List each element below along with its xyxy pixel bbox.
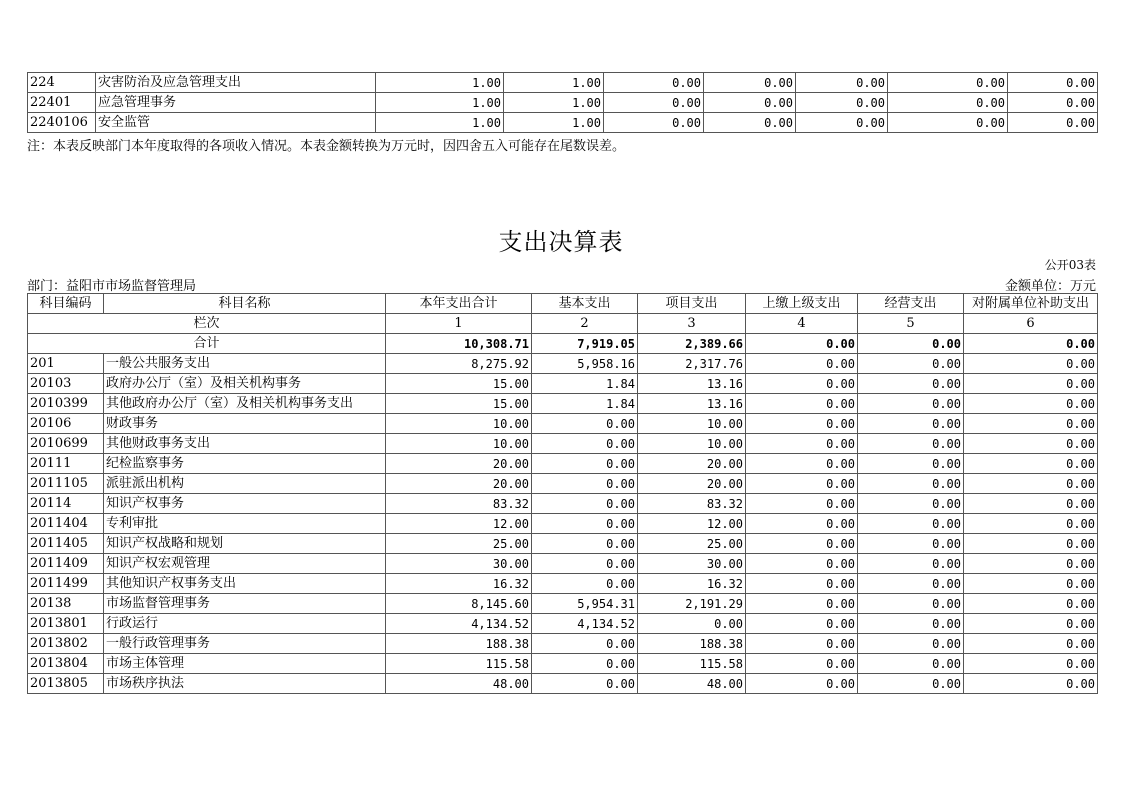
subject-name-cell: 市场秩序执法 [104, 674, 386, 694]
amount-cell: 0.00 [638, 614, 746, 634]
amount-cell: 0.00 [746, 534, 858, 554]
total-amount-cell: 7,919.05 [532, 334, 638, 354]
amount-cell: 0.00 [746, 394, 858, 414]
subject-code-cell: 22401 [28, 93, 96, 113]
amount-cell: 10.00 [638, 414, 746, 434]
index-row [28, 314, 1098, 334]
subject-code-cell: 20106 [28, 414, 104, 434]
amount-cell: 0.00 [964, 554, 1098, 574]
amount-cell: 0.00 [532, 434, 638, 454]
amount-cell: 12.00 [638, 514, 746, 534]
amount-cell: 1.00 [504, 93, 604, 113]
amount-cell: 0.00 [746, 494, 858, 514]
amount-cell: 15.00 [386, 374, 532, 394]
amount-cell: 20.00 [638, 454, 746, 474]
subject-code-cell: 2011404 [28, 514, 104, 534]
amount-cell: 5,958.16 [532, 354, 638, 374]
table-row [28, 674, 1098, 694]
amount-cell: 0.00 [532, 474, 638, 494]
amount-cell: 1.00 [376, 93, 504, 113]
amount-cell: 10.00 [638, 434, 746, 454]
amount-cell: 13.16 [638, 394, 746, 414]
income-table-continuation [27, 72, 1098, 133]
department-label: 部门：益阳市市场监督管理局 [27, 279, 197, 294]
amount-cell: 2,317.76 [638, 354, 746, 374]
amount-cell: 0.00 [746, 374, 858, 394]
table-row [28, 654, 1098, 674]
amount-cell: 0.00 [746, 414, 858, 434]
subject-code-cell: 2010399 [28, 394, 104, 414]
table-row [28, 454, 1098, 474]
amount-cell: 15.00 [386, 394, 532, 414]
subject-name-cell: 知识产权战略和规划 [104, 534, 386, 554]
subject-code-cell: 2013805 [28, 674, 104, 694]
table-row [28, 634, 1098, 654]
amount-cell: 25.00 [638, 534, 746, 554]
table-row [28, 414, 1098, 434]
amount-cell: 0.00 [746, 614, 858, 634]
amount-cell: 115.58 [386, 654, 532, 674]
amount-cell: 0.00 [964, 614, 1098, 634]
amount-cell: 5,954.31 [532, 594, 638, 614]
amount-cell: 0.00 [888, 113, 1008, 133]
subject-code-cell: 20138 [28, 594, 104, 614]
index-cell: 4 [746, 314, 858, 334]
amount-cell: 0.00 [746, 514, 858, 534]
amount-cell: 0.00 [858, 494, 964, 514]
subject-name-cell: 应急管理事务 [96, 93, 376, 113]
income-table-body [28, 73, 1098, 133]
amount-cell: 0.00 [532, 534, 638, 554]
amount-cell: 20.00 [638, 474, 746, 494]
amount-cell: 0.00 [796, 73, 888, 93]
amount-cell: 0.00 [858, 634, 964, 654]
amount-cell: 0.00 [532, 634, 638, 654]
table-note: 注：本表反映部门本年度取得的各项收入情况。本表金额转换为万元时，因四舍五入可能存在尾数误差。 [27, 139, 626, 154]
subject-name-cell: 纪检监察事务 [104, 454, 386, 474]
total-row [28, 334, 1098, 354]
subject-name-cell: 其他政府办公厅（室）及相关机构事务支出 [104, 394, 386, 414]
amount-cell: 0.00 [888, 93, 1008, 113]
amount-cell: 30.00 [386, 554, 532, 574]
amount-cell: 4,134.52 [532, 614, 638, 634]
amount-cell: 0.00 [858, 474, 964, 494]
amount-cell: 0.00 [746, 654, 858, 674]
amount-cell: 0.00 [532, 554, 638, 574]
table-row [28, 574, 1098, 594]
amount-cell: 115.58 [638, 654, 746, 674]
amount-cell: 0.00 [858, 534, 964, 554]
expenditure-table-body [28, 294, 1098, 694]
amount-cell: 0.00 [604, 113, 704, 133]
column-header: 基本支出 [532, 294, 638, 314]
amount-cell: 0.00 [964, 634, 1098, 654]
amount-cell: 1.00 [504, 113, 604, 133]
table-row [28, 534, 1098, 554]
subject-name-cell: 其他知识产权事务支出 [104, 574, 386, 594]
subject-name-cell: 市场监督管理事务 [104, 594, 386, 614]
amount-cell: 2,191.29 [638, 594, 746, 614]
amount-cell: 0.00 [532, 454, 638, 474]
column-header: 对附属单位补助支出 [964, 294, 1098, 314]
amount-cell: 0.00 [964, 654, 1098, 674]
total-amount-cell: 0.00 [964, 334, 1098, 354]
amount-cell: 0.00 [964, 674, 1098, 694]
table-row [28, 434, 1098, 454]
table-row [28, 474, 1098, 494]
amount-cell: 0.00 [532, 514, 638, 534]
subject-code-cell: 2013804 [28, 654, 104, 674]
amount-cell: 16.32 [386, 574, 532, 594]
index-cell: 5 [858, 314, 964, 334]
amount-unit-label: 金额单位：万元 [1004, 279, 1096, 294]
amount-cell: 0.00 [858, 414, 964, 434]
amount-cell: 0.00 [704, 113, 796, 133]
amount-cell: 0.00 [604, 73, 704, 93]
amount-cell: 48.00 [638, 674, 746, 694]
subject-name-cell: 知识产权事务 [104, 494, 386, 514]
amount-cell: 0.00 [604, 93, 704, 113]
total-amount-cell: 0.00 [746, 334, 858, 354]
amount-cell: 0.00 [858, 394, 964, 414]
subject-name-cell: 专利审批 [104, 514, 386, 534]
table-row [28, 113, 1098, 133]
amount-cell: 16.32 [638, 574, 746, 594]
column-header: 经营支出 [858, 294, 964, 314]
amount-cell: 1.00 [376, 73, 504, 93]
amount-cell: 0.00 [858, 574, 964, 594]
amount-cell: 0.00 [964, 414, 1098, 434]
form-number: 公开03表 [1044, 258, 1096, 272]
amount-cell: 0.00 [964, 434, 1098, 454]
amount-cell: 83.32 [638, 494, 746, 514]
subject-name-cell: 一般行政管理事务 [104, 634, 386, 654]
amount-cell: 0.00 [858, 614, 964, 634]
subject-code-cell: 20114 [28, 494, 104, 514]
table-row [28, 514, 1098, 534]
amount-cell: 0.00 [746, 594, 858, 614]
amount-cell: 0.00 [746, 674, 858, 694]
subject-name-cell: 其他财政事务支出 [104, 434, 386, 454]
amount-cell: 0.00 [888, 73, 1008, 93]
column-header: 科目名称 [104, 294, 386, 314]
amount-cell: 48.00 [386, 674, 532, 694]
amount-cell: 0.00 [746, 434, 858, 454]
index-cell: 3 [638, 314, 746, 334]
amount-cell: 0.00 [746, 554, 858, 574]
subject-code-cell: 20103 [28, 374, 104, 394]
index-row-label: 栏次 [28, 314, 386, 334]
table-row [28, 73, 1098, 93]
subject-code-cell: 20111 [28, 454, 104, 474]
column-header: 上缴上级支出 [746, 294, 858, 314]
amount-cell: 25.00 [386, 534, 532, 554]
amount-cell: 0.00 [858, 434, 964, 454]
table-row [28, 614, 1098, 634]
column-header: 本年支出合计 [386, 294, 532, 314]
amount-cell: 0.00 [704, 73, 796, 93]
table-row [28, 354, 1098, 374]
amount-cell: 83.32 [386, 494, 532, 514]
table-row [28, 594, 1098, 614]
amount-cell: 0.00 [964, 574, 1098, 594]
subject-code-cell: 2010699 [28, 434, 104, 454]
amount-cell: 0.00 [858, 354, 964, 374]
subject-code-cell: 2013802 [28, 634, 104, 654]
amount-cell: 0.00 [746, 574, 858, 594]
subject-name-cell: 安全监管 [96, 113, 376, 133]
amount-cell: 0.00 [964, 354, 1098, 374]
amount-cell: 20.00 [386, 474, 532, 494]
amount-cell: 8,275.92 [386, 354, 532, 374]
index-cell: 2 [532, 314, 638, 334]
amount-cell: 10.00 [386, 434, 532, 454]
amount-cell: 0.00 [1008, 113, 1098, 133]
subject-name-cell: 财政事务 [104, 414, 386, 434]
subject-code-cell: 2011499 [28, 574, 104, 594]
total-amount-cell: 2,389.66 [638, 334, 746, 354]
amount-cell: 4,134.52 [386, 614, 532, 634]
amount-cell: 0.00 [964, 374, 1098, 394]
amount-cell: 1.00 [504, 73, 604, 93]
subject-name-cell: 灾害防治及应急管理支出 [96, 73, 376, 93]
table-row [28, 554, 1098, 574]
amount-cell: 1.00 [376, 113, 504, 133]
index-cell: 6 [964, 314, 1098, 334]
amount-cell: 0.00 [532, 674, 638, 694]
subject-name-cell: 一般公共服务支出 [104, 354, 386, 374]
amount-cell: 0.00 [964, 514, 1098, 534]
amount-cell: 188.38 [638, 634, 746, 654]
table-row [28, 494, 1098, 514]
table-row [28, 394, 1098, 414]
amount-cell: 0.00 [964, 494, 1098, 514]
subject-code-cell: 2011405 [28, 534, 104, 554]
column-header: 项目支出 [638, 294, 746, 314]
amount-cell: 0.00 [704, 93, 796, 113]
amount-cell: 0.00 [858, 454, 964, 474]
total-amount-cell: 0.00 [858, 334, 964, 354]
page-title: 支出决算表 [498, 228, 624, 256]
amount-cell: 0.00 [858, 554, 964, 574]
table-row [28, 374, 1098, 394]
amount-cell: 0.00 [532, 574, 638, 594]
subject-code-cell: 201 [28, 354, 104, 374]
expenditure-table [27, 293, 1098, 694]
amount-cell: 0.00 [746, 454, 858, 474]
amount-cell: 0.00 [858, 594, 964, 614]
amount-cell: 13.16 [638, 374, 746, 394]
amount-cell: 0.00 [532, 414, 638, 434]
amount-cell: 0.00 [858, 514, 964, 534]
amount-cell: 0.00 [964, 454, 1098, 474]
subject-code-cell: 2011105 [28, 474, 104, 494]
amount-cell: 0.00 [532, 654, 638, 674]
subject-name-cell: 知识产权宏观管理 [104, 554, 386, 574]
amount-cell: 0.00 [964, 474, 1098, 494]
amount-cell: 0.00 [858, 374, 964, 394]
subject-code-cell: 224 [28, 73, 96, 93]
amount-cell: 0.00 [1008, 93, 1098, 113]
subject-name-cell: 市场主体管理 [104, 654, 386, 674]
index-cell: 1 [386, 314, 532, 334]
amount-cell: 0.00 [964, 534, 1098, 554]
amount-cell: 12.00 [386, 514, 532, 534]
subject-code-cell: 2011409 [28, 554, 104, 574]
amount-cell: 0.00 [746, 634, 858, 654]
table-row [28, 93, 1098, 113]
amount-cell: 0.00 [532, 494, 638, 514]
subject-code-cell: 2013801 [28, 614, 104, 634]
amount-cell: 10.00 [386, 414, 532, 434]
amount-cell: 0.00 [858, 654, 964, 674]
amount-cell: 1.84 [532, 374, 638, 394]
amount-cell: 0.00 [858, 674, 964, 694]
amount-cell: 0.00 [964, 594, 1098, 614]
subject-name-cell: 派驻派出机构 [104, 474, 386, 494]
amount-cell: 0.00 [796, 113, 888, 133]
subject-name-cell: 政府办公厅（室）及相关机构事务 [104, 374, 386, 394]
amount-cell: 20.00 [386, 454, 532, 474]
amount-cell: 0.00 [796, 93, 888, 113]
subject-code-cell: 2240106 [28, 113, 96, 133]
amount-cell: 0.00 [746, 354, 858, 374]
total-amount-cell: 10,308.71 [386, 334, 532, 354]
column-header: 科目编码 [28, 294, 104, 314]
amount-cell: 0.00 [746, 474, 858, 494]
subject-name-cell: 行政运行 [104, 614, 386, 634]
amount-cell: 30.00 [638, 554, 746, 574]
amount-cell: 0.00 [964, 394, 1098, 414]
header-row [28, 294, 1098, 314]
amount-cell: 1.84 [532, 394, 638, 414]
amount-cell: 8,145.60 [386, 594, 532, 614]
amount-cell: 188.38 [386, 634, 532, 654]
amount-cell: 0.00 [1008, 73, 1098, 93]
total-label: 合计 [28, 334, 386, 354]
